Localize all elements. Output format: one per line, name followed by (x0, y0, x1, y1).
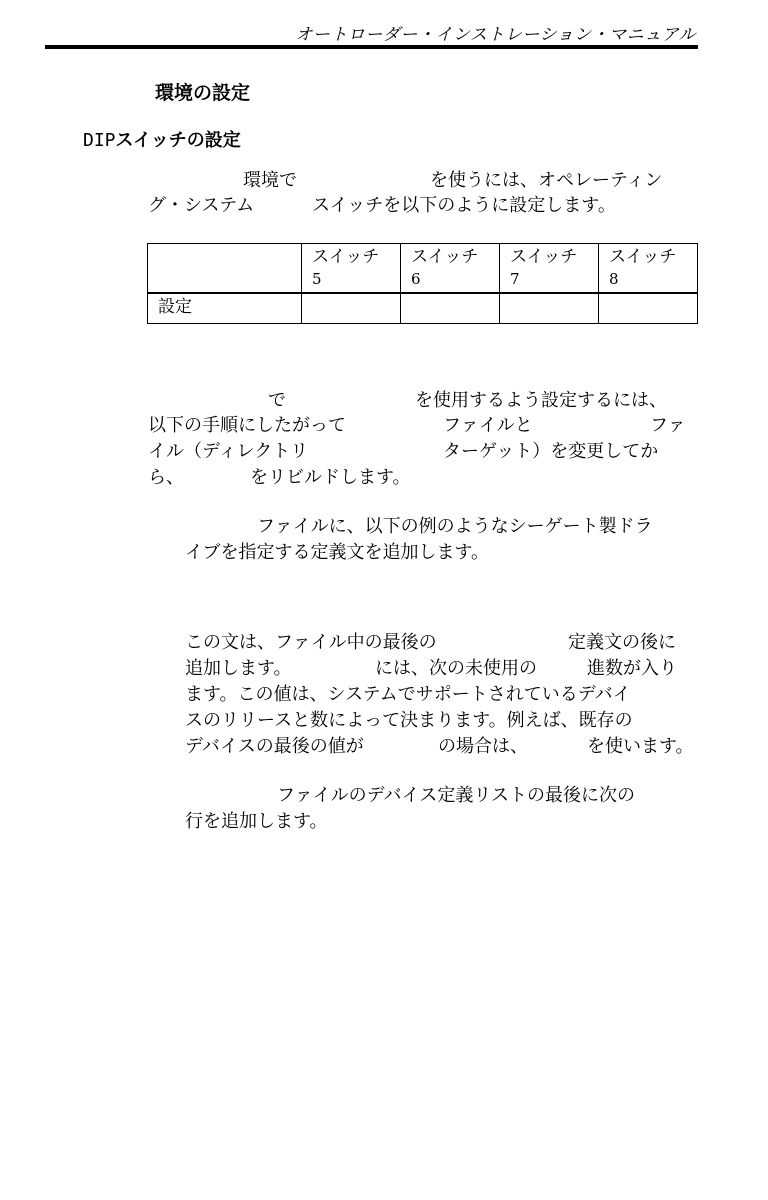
note-text-fragment: 追加します。 (185, 658, 292, 679)
table-header-cell (599, 244, 698, 294)
procedure-text-fragment: で (268, 390, 286, 411)
intro-text-fragment: スイッチを以下のように設定します。 (312, 195, 616, 216)
section-title: 環境の設定 (155, 82, 251, 104)
note-text-fragment: を使います。 (587, 736, 694, 757)
table-header-cell (401, 244, 500, 294)
procedure-text-fragment: 以下の手順にしたがって (148, 415, 346, 436)
intro-text-fragment: を使うには、オペレーティン (430, 170, 663, 191)
switch-label: スイッチ (411, 247, 479, 267)
procedure-text-fragment: を使用するよう設定するには、 (415, 390, 667, 411)
procedure-text-fragment: ファ (650, 415, 686, 436)
note-text-fragment: デバイスの最後の値が (185, 736, 364, 757)
table-header-cell (500, 244, 599, 294)
procedure-text-fragment: をリビルドします。 (250, 467, 411, 488)
table-header-cell (302, 244, 401, 294)
intro-text-fragment: 環境で (243, 170, 297, 191)
step2-text: 行を追加します。 (185, 811, 328, 832)
step1-text: ファイルに、以下の例のようなシーゲート製ドラ (257, 516, 653, 537)
table-row (148, 293, 698, 324)
procedure-text-fragment: ターゲット）を変更してか (443, 441, 659, 462)
subsection-title-rest: スイッチの設定 (115, 130, 241, 151)
intro-text-fragment: グ・システム (148, 195, 255, 216)
table-cell (302, 293, 401, 324)
procedure-text-fragment: ファイルと (443, 415, 533, 436)
switch-number: 5 (312, 270, 322, 288)
procedure-text-fragment: ら、 (148, 467, 184, 488)
note-text-fragment: 進数が入り (587, 658, 677, 679)
note-text-fragment: ます。この値は、システムでサポートされているデバイ (185, 684, 631, 705)
step2-text: ファイルのデバイス定義リストの最後に次の (277, 785, 636, 806)
subsection-title (83, 126, 241, 152)
running-head-title: オートローダー・インストレーション・マニュアル (295, 25, 696, 45)
switch-label: スイッチ (609, 247, 677, 267)
header-rule (45, 45, 698, 49)
switch-label: スイッチ (312, 247, 380, 267)
switch-number: 8 (609, 270, 619, 288)
table-corner-cell (148, 244, 302, 294)
note-text-fragment: この文は、ファイル中の最後の (185, 632, 437, 653)
step1-text: イブを指定する定義文を追加します。 (185, 542, 490, 563)
note-text-fragment: には、次の未使用の (375, 658, 537, 679)
switch-label: スイッチ (510, 247, 578, 267)
table-cell (500, 293, 599, 324)
note-text-fragment: 定義文の後に (568, 632, 676, 653)
table-header-row (148, 244, 698, 294)
switch-number: 7 (510, 270, 520, 288)
table-cell (401, 293, 500, 324)
dip-switch-table (147, 243, 698, 324)
subsection-title-prefix: DIP (83, 130, 116, 151)
switch-number: 6 (411, 270, 421, 288)
note-text-fragment: スのリリースと数によって決まります。例えば、既存の (185, 710, 633, 731)
table-cell (599, 293, 698, 324)
note-text-fragment: の場合は、 (438, 736, 528, 757)
table-row-label: 設定 (148, 293, 302, 324)
procedure-text-fragment: イル（ディレクトリ (148, 441, 309, 462)
